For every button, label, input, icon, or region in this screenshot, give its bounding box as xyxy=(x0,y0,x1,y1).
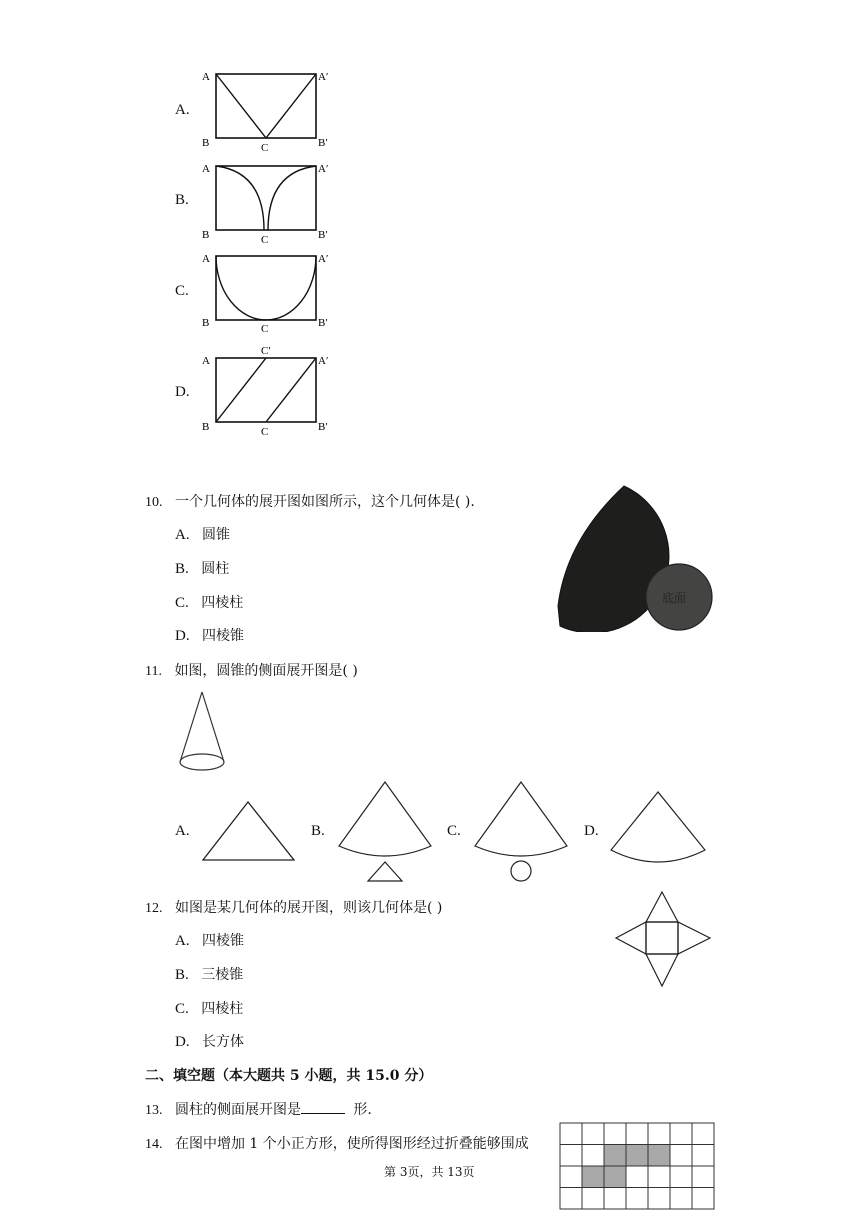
q9-option-d-figure xyxy=(198,342,338,438)
label-a-prime: A′ xyxy=(318,253,329,265)
q11-cone-figure xyxy=(172,686,232,776)
q11-option-b-letter: B. xyxy=(311,823,325,839)
label-a: A xyxy=(202,71,210,83)
q9-option-c-figure xyxy=(198,246,338,338)
q14-grid-figure xyxy=(558,1120,716,1214)
q13-text-after: 形. xyxy=(353,1102,372,1118)
q9-option-a-letter: A. xyxy=(175,102,190,118)
q10-stem xyxy=(145,491,475,511)
q12-option-c: C. 四棱柱 xyxy=(175,1001,244,1017)
q14-text: 在图中增加 1 个小正方形，使所得图形经过折叠能够围成 xyxy=(174,1136,529,1152)
label-a: A xyxy=(202,253,210,265)
q9-option-c-letter: C. xyxy=(175,283,189,299)
q13-stem xyxy=(145,1099,372,1119)
label-c: C xyxy=(261,323,269,335)
label-a-prime: A′ xyxy=(318,163,329,175)
label-c: C xyxy=(261,234,269,246)
q12-option-a: A. 四棱锥 xyxy=(175,933,245,949)
q9-option-a-figure xyxy=(198,64,338,156)
label-b-prime: B′ xyxy=(318,317,328,329)
label-a: A xyxy=(202,355,210,367)
q14-stem xyxy=(145,1133,529,1153)
page-footer: 第 3页，共 13页 xyxy=(384,1165,475,1179)
q12-option-d: D. 长方体 xyxy=(175,1034,245,1050)
q11-option-a-figure xyxy=(198,796,300,866)
label-c: C xyxy=(261,142,269,154)
label-b: B xyxy=(202,317,210,329)
q10-base-label: 底面 xyxy=(662,591,687,605)
q11-option-c-figure xyxy=(470,778,576,886)
q11-option-b-figure xyxy=(334,778,440,886)
q12-number: 12. xyxy=(145,901,163,916)
label-b-prime: B′ xyxy=(318,421,328,433)
label-c: C xyxy=(261,426,269,438)
q11-option-d-letter: D. xyxy=(584,823,599,839)
label-a-prime: A′ xyxy=(318,355,329,367)
q11-option-c-letter: C. xyxy=(447,823,461,839)
label-b: B xyxy=(202,137,210,149)
q14-number: 14. xyxy=(145,1137,163,1152)
q9-option-d-letter: D. xyxy=(175,384,190,400)
label-b-prime: B′ xyxy=(318,229,328,241)
q9-option-b-figure xyxy=(198,156,338,248)
q10-option-a: A. 圆锥 xyxy=(175,527,231,543)
label-b: B xyxy=(202,229,210,241)
q10-option-d: D. 四棱锥 xyxy=(175,628,245,644)
q10-option-b: B. 圆柱 xyxy=(175,561,230,577)
label-b-prime: B′ xyxy=(318,137,328,149)
q13-number: 13. xyxy=(145,1103,163,1118)
label-b: B xyxy=(202,421,210,433)
q12-text: 如图是某几何体的展开图，则该几何体是( ) xyxy=(174,900,443,916)
section-fill-in-title: 二、填空题（本大题共 5 小题，共 15.0 分） xyxy=(145,1068,433,1084)
q13-answer-blank[interactable] xyxy=(301,1100,345,1114)
q11-number: 11. xyxy=(145,664,162,679)
q11-text: 如图，圆锥的侧面展开图是( ) xyxy=(174,663,358,679)
q11-option-a-letter: A. xyxy=(175,823,190,839)
q12-option-b: B. 三棱锥 xyxy=(175,967,244,983)
label-a: A xyxy=(202,163,210,175)
q10-number: 10. xyxy=(145,495,163,510)
q9-option-b-letter: B. xyxy=(175,192,189,208)
q12-pyramid-net-figure xyxy=(612,888,716,992)
q12-stem xyxy=(145,897,442,917)
q11-stem xyxy=(145,660,358,680)
q10-option-c: C. 四棱柱 xyxy=(175,595,244,611)
q13-text-before: 圆柱的侧面展开图是 xyxy=(174,1102,301,1118)
label-c-prime: C′ xyxy=(261,345,271,357)
q11-option-d-figure xyxy=(607,788,711,874)
label-a-prime: A′ xyxy=(318,71,329,83)
q10-text: 一个几何体的展开图如图所示，这个几何体是( ). xyxy=(174,494,475,510)
q10-net-figure xyxy=(548,480,718,632)
